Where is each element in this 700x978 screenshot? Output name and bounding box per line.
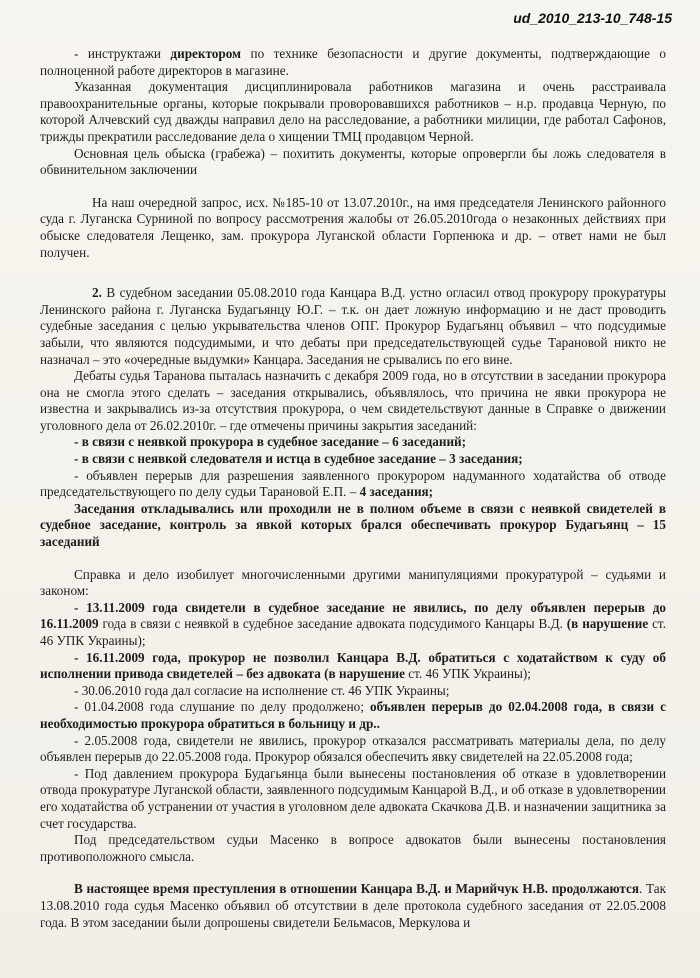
event-2008-04-01: - 01.04.2008 года слушание по делу продолжено; объявлен перерыв до 02.04.2008 года, в связи с необходимостью прокурора обратиться в больницу и др.. bbox=[40, 699, 666, 731]
event-2009-11-16: - 16.11.2009 года, прокурор не позволил Канцара В.Д. обратиться с ходатайством к суду об исполнении привода свидетелей – без адвоката (в нарушение ст. 46 УПК Украины); bbox=[40, 649, 666, 682]
event-2008-05-02: - 2.05.2008 года, свидетели не явились, прокурор отказался рассматривать материалы дела, по делу объявлен перерыв до 22.05.2008 года. Прокурор обязался обеспечить явку свидетелей на 22.05.2008 года; bbox=[40, 732, 666, 765]
paragraph-current-crimes: В настоящее время преступления в отношении Канцара В.Д. и Марийчук Н.В. продолжаются. Так 13.08.2010 года судья Масенко объявил об отсутствии в деле протокола судебного заседания от 22.05.2008 года. В этом заседании были допрошены свидетели Бельмасов, Меркулова и bbox=[40, 881, 666, 930]
paragraph-request: На наш очередной запрос, исх. №185-10 от 13.07.2010г., на имя председателя Ленинского районного суда г. Луганска Сурниной по вопросу рассмотрения жалобы от 26.05.2010года о незаконных действиях при обыске следователя Лещенко, зам. прокурора Луганской области Горпенюка и др. – ответ нами не был получен. bbox=[40, 194, 666, 260]
paragraph-instructions: - инструктажи директором по технике безопасности и другие документы, подтверждающие о полноценной работе директоров в магазине. bbox=[40, 46, 666, 78]
list-item-recess: - объявлен перерыв для разрешения заявленного прокурором надуманного ходатайства об отводе председательствующего по делу судьи Тарановой Е.П. – 4 заседания; bbox=[40, 467, 666, 500]
paragraph-postponed-sessions: Заседания откладывались или проходили не в полном объеме в связи с неявкой свидетелей в судебное заседание, контроль за явкой которых брался обеспечивать прокурор Будагьянц – 15 заседаний bbox=[40, 500, 666, 550]
event-2010-06-30: - 30.06.2010 года дал согласие на исполнение ст. 46 УПК Украины; bbox=[74, 682, 450, 698]
paragraph-manipulations: Справка и дело изобилует многочисленными другими манипуляциями прокуратурой – судьями и законом: bbox=[40, 566, 666, 599]
list-item-prosecutor-absence: - в связи с неявкой прокурора в судебное заседание – 6 заседаний; bbox=[74, 434, 467, 450]
paragraph-documentation: Указанная документация дисциплинировала работников магазина и очень расстраивала правоохранительные органы, которые покрывали проворовавшихся работников – н.р. продавца Черную, по которой Алчевский суд дважды направил дело на расследование, а работники милиции, где работал Сафонов, трижды прекратили расследование дела о хищении ТМЦ продавцом Черной. bbox=[40, 79, 666, 144]
document-body bbox=[40, 46, 666, 931]
paragraph-section-2: 2. В судебном заседании 05.08.2010 года Канцара В.Д. устно огласил отвод прокурору прокуратуры Ленинского района г. Луганска Будагьянцу Ю.Г. – т.к. он дает ложную информацию и не даст проводить судебные заседания с целью укрывательства членов ОПГ. Прокурор Будагьянц объявил – что подсудимые забыли, что являются подсудимыми, и что дебаты при председательствующей судье Тарановой никто не назначал – это «очередные выдумки» Канцара. Заседания не срывались по его вине. bbox=[40, 285, 666, 367]
list-item-investigator-absence: - в связи с неявкой следователя и истца в судебное заседание – 3 заседания; bbox=[74, 451, 523, 467]
event-pressure: - Под давлением прокурора Будагьянца были вынесены постановления об отказе в удовлетворении отвода прокуратуре Луганской области, заявленного подсудимым Канцарой В.Д., и об отказе в удовлетворении его ходатайства об устранении от участия в уголовном деле адвоката Скачкова Д.В. и назначении защитника за счет государства. bbox=[40, 765, 666, 831]
paragraph-search-goal: Основная цель обыска (грабежа) – похитить документы, которые опровергли бы ложь следователя в обвинительном заключении bbox=[40, 145, 666, 178]
document-code: ud_2010_213-10_748-15 bbox=[513, 10, 672, 26]
paragraph-debates: Дебаты судья Таранова пыталась назначить с декабря 2009 года, но в отсутствии в заседании прокурора она не смогла этого сделать – заседания открывались, объявлялось, что причина не явки прокурора не известна и закрывались из-за отсутствия прокурора, о чем свидетельствуют данные в Справке о движении уголовного дела от 26.02.2010г. – где отмечены причины закрытия заседаний: bbox=[40, 368, 666, 433]
paragraph-masenko: Под председательством судьи Масенко в вопросе адвокатов были вынесены постановления противоположного смысла. bbox=[40, 832, 666, 864]
event-2009-11-13: - 13.11.2009 года свидетели в судебное заседание не явились, по делу объявлен перерыв до 16.11.2009 года в связи с неявкой в судебное заседание адвоката подсудимого Канцары В.Д. (в нарушение ст. 46 УПК Украины); bbox=[40, 599, 666, 648]
